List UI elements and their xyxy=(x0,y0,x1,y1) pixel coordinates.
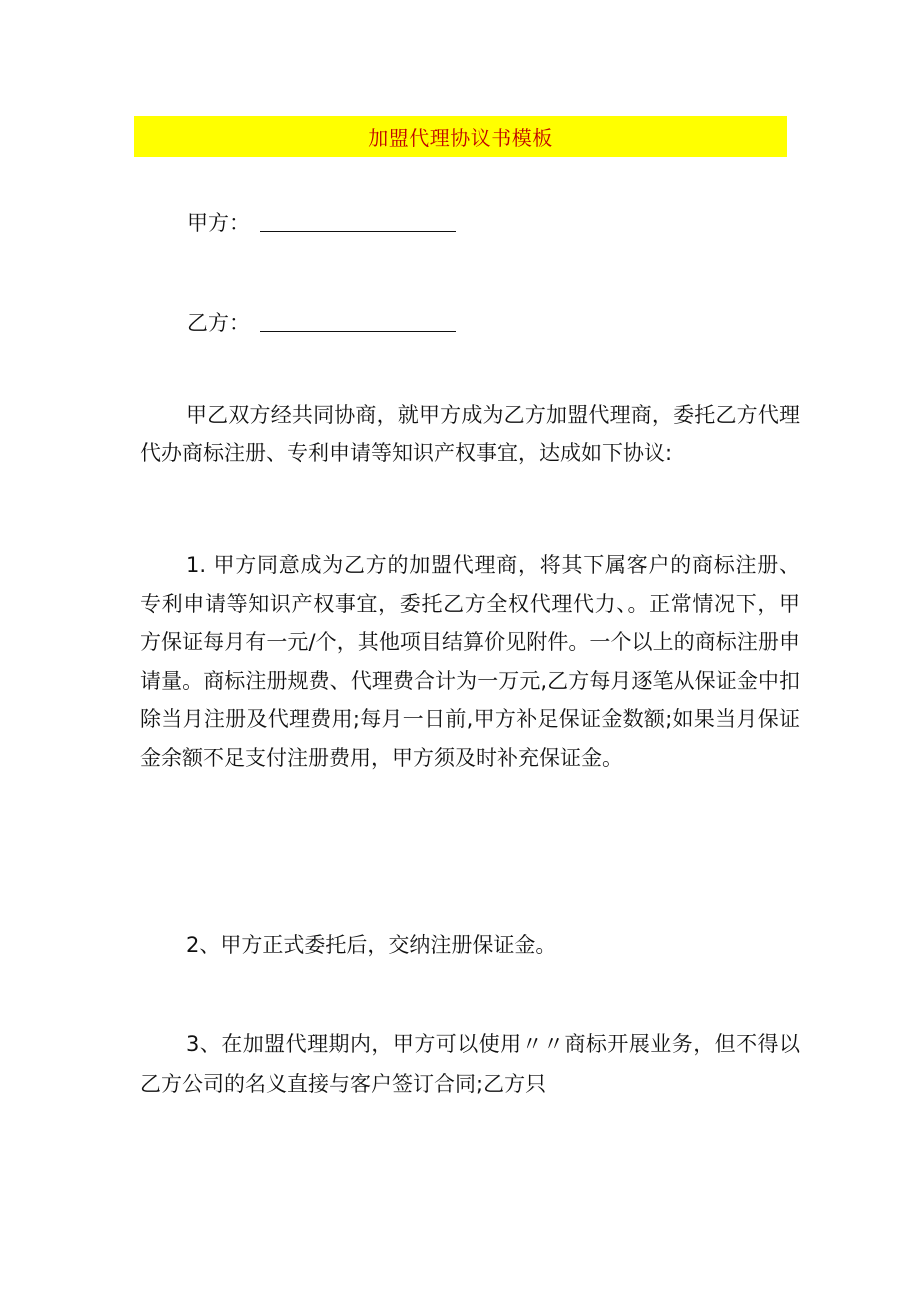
party-a-blank xyxy=(260,231,456,232)
party-b-blank xyxy=(260,331,456,332)
paragraph-intro: 甲乙双方经共同协商，就甲方成为乙方加盟代理商，委托乙方代理代办商标注册、专利申请等知识产权事宜，达成如下协议: xyxy=(140,403,800,465)
document-title: 加盟代理协议书模板 xyxy=(368,126,553,150)
title-highlight-bar xyxy=(134,116,787,157)
paragraph-clause-2: 2、甲方正式委托后，交纳注册保证金。 xyxy=(186,933,557,957)
party-b-line xyxy=(187,308,456,338)
paragraph-clause-1: 1. 甲方同意成为乙方的加盟代理商，将其下属客户的商标注册、专利申请等知识产权事宜，委托乙方全权代理代力、。正常情况下，甲方保证每月有一元/个，其他项目结算价见附件。一个以上的商标注册申请量。商标注册规费、代理费合计为一万元,乙方每月逐笔从保证金中扣除当月注册及代理费用;每月一日前,甲方补足保证金数额;如果当月保证金余额不足支付注册费用，甲方须及时补充保证金。 xyxy=(140,553,800,770)
party-a-label: 甲方： xyxy=(187,211,250,235)
party-b-label: 乙方： xyxy=(187,311,250,335)
party-a-line xyxy=(187,208,456,238)
paragraph-clause-3: 3、在加盟代理期内，甲方可以使用〃〃商标开展业务，但不得以乙方公司的名义直接与客户签订合同;乙方只 xyxy=(140,1032,800,1096)
